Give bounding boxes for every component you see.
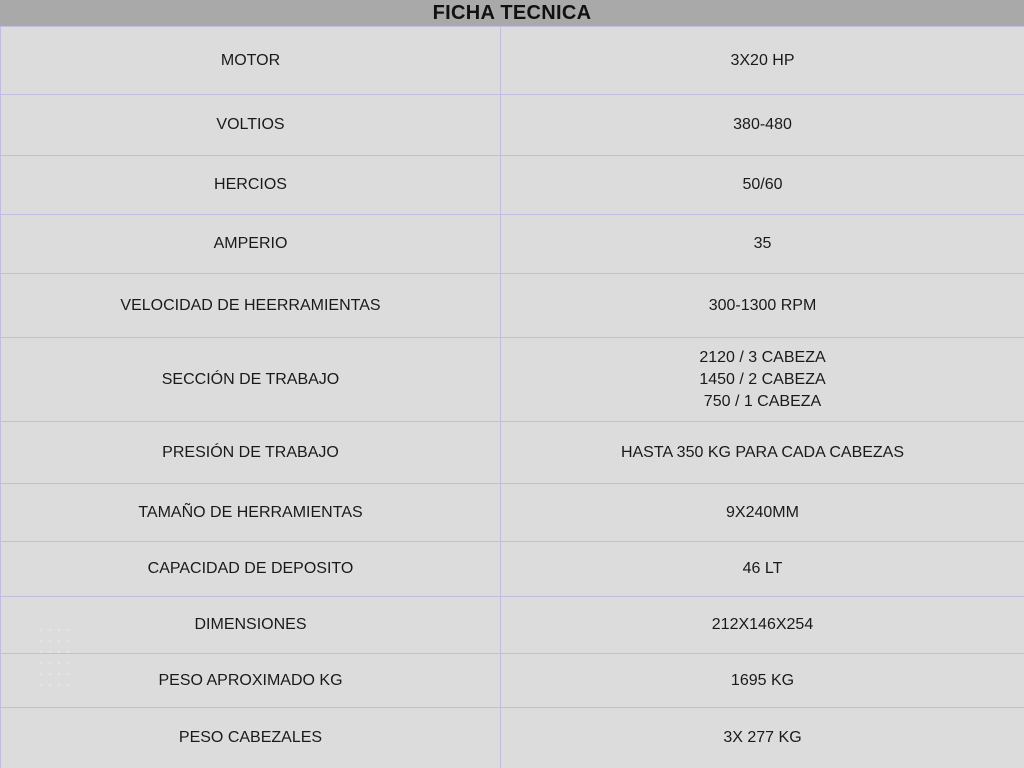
- table-row: [1, 27, 1024, 95]
- table-row: [1, 274, 1024, 338]
- spec-value: 3X20 HP: [501, 27, 1024, 95]
- table-row: [1, 338, 1024, 422]
- spec-value: 1695 KG: [501, 654, 1024, 708]
- table-row: [1, 422, 1024, 484]
- spec-value: 2120 / 3 CABEZA 1450 / 2 CABEZA 750 / 1 CABEZA: [501, 338, 1024, 422]
- spec-value: 380-480: [501, 95, 1024, 156]
- spec-value: 46 LT: [501, 542, 1024, 597]
- spec-value: 300-1300 RPM: [501, 274, 1024, 338]
- spec-table: [0, 26, 1024, 768]
- table-row: [1, 597, 1024, 654]
- table-row: [1, 215, 1024, 274]
- spec-value: 50/60: [501, 156, 1024, 215]
- table-row: [1, 654, 1024, 708]
- spec-value: 3X 277 KG: [501, 708, 1024, 768]
- spec-label: VOLTIOS: [1, 95, 501, 156]
- spec-label: MOTOR: [1, 27, 501, 95]
- spec-value: 212X146X254: [501, 597, 1024, 654]
- spec-label: PESO CABEZALES: [1, 708, 501, 768]
- spec-value: 35: [501, 215, 1024, 274]
- spec-label: DIMENSIONES: [1, 597, 501, 654]
- spec-sheet-title: FICHA TECNICA: [0, 0, 1024, 26]
- spec-label: CAPACIDAD DE DEPOSITO: [1, 542, 501, 597]
- table-row: [1, 484, 1024, 542]
- table-row: [1, 542, 1024, 597]
- table-row: [1, 708, 1024, 768]
- spec-label: SECCIÓN DE TRABAJO: [1, 338, 501, 422]
- spec-label: HERCIOS: [1, 156, 501, 215]
- spec-label: VELOCIDAD DE HEERRAMIENTAS: [1, 274, 501, 338]
- spec-label: PESO APROXIMADO KG: [1, 654, 501, 708]
- table-row: [1, 156, 1024, 215]
- spec-label: AMPERIO: [1, 215, 501, 274]
- spec-value: HASTA 350 KG PARA CADA CABEZAS: [501, 422, 1024, 484]
- spec-label: PRESIÓN DE TRABAJO: [1, 422, 501, 484]
- dot-grid-decoration: [38, 626, 72, 690]
- table-row: [1, 95, 1024, 156]
- spec-value: 9X240MM: [501, 484, 1024, 542]
- spec-label: TAMAÑO DE HERRAMIENTAS: [1, 484, 501, 542]
